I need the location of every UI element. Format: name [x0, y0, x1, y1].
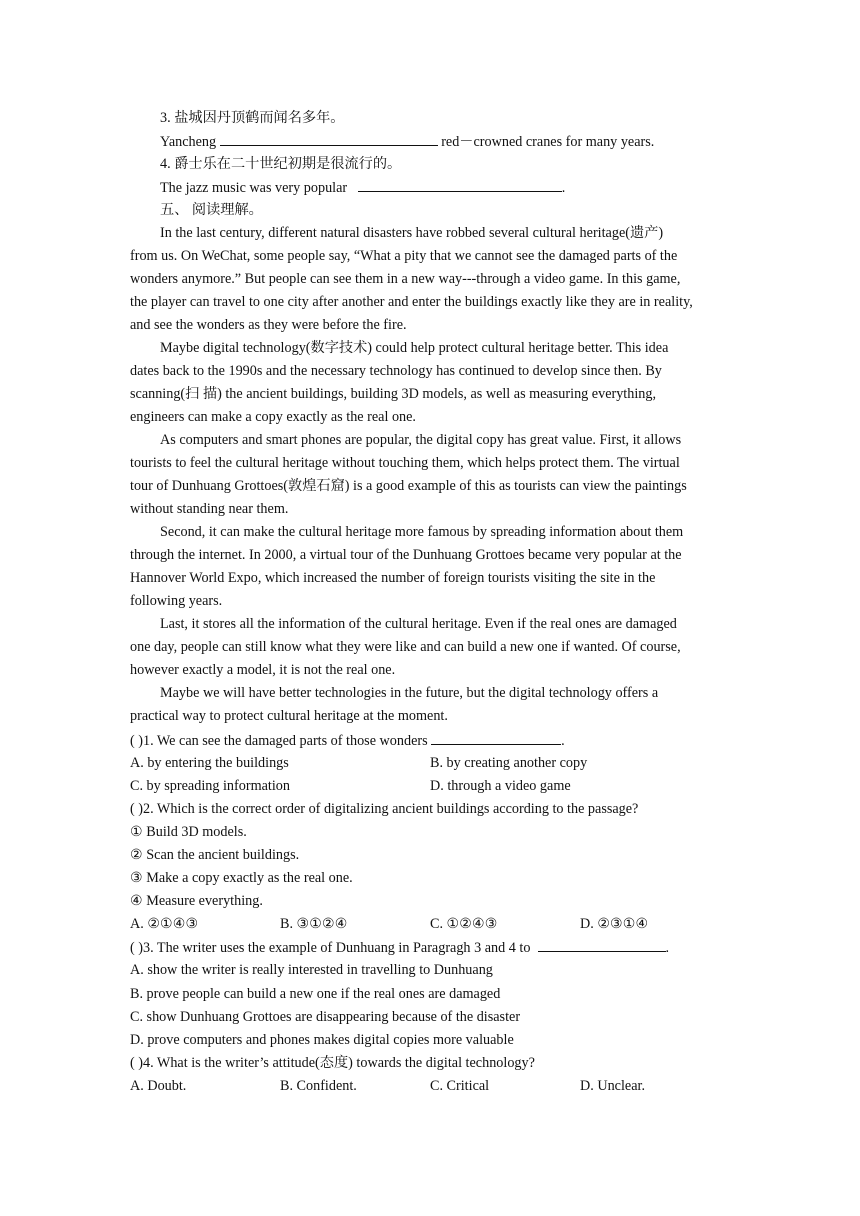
answer-blank[interactable] [358, 177, 562, 192]
question-text: ( )3. The writer uses the example of Dunhuang in Paragragh 3 and 4 to [130, 940, 534, 956]
passage-line: without standing near them. [130, 501, 289, 517]
question-2-stem: ( )2. Which is the correct order of digitalizing ancient buildings according to the passage? [130, 801, 639, 817]
translation-item-3-chinese: 3. 盐城因丹顶鹤而闻名多年。 [160, 110, 345, 126]
sentence-start: Yancheng [160, 134, 220, 150]
question-4-option-a[interactable]: A. Doubt. [130, 1078, 187, 1094]
question-1-option-c[interactable]: C. by spreading information [130, 778, 290, 794]
translation-item-4-english [160, 177, 565, 198]
question-2-option-c[interactable]: C. ①②④③ [430, 916, 498, 932]
passage-line: from us. On WeChat, some people say, “What a pity that we cannot see the damaged parts of the [130, 248, 678, 264]
passage-line: Maybe digital technology(数字技术) could help protect cultural heritage better. This idea [160, 340, 669, 356]
answer-blank[interactable] [538, 937, 666, 952]
passage-line: In the last century, different natural disasters have robbed several cultural heritage(遗产) [160, 225, 664, 241]
question-4-option-b[interactable]: B. Confident. [280, 1078, 357, 1094]
question-2-step: ② Scan the ancient buildings. [130, 847, 300, 863]
question-3-stem [130, 937, 669, 958]
question-2-step: ④ Measure everything. [130, 893, 263, 909]
question-2-option-a[interactable]: A. ②①④③ [130, 916, 199, 932]
passage-line: however exactly a model, it is not the real one. [130, 662, 396, 678]
question-3-option-a[interactable]: A. show the writer is really interested in travelling to Dunhuang [130, 962, 493, 978]
passage-line: one day, people can still know what they were like and can build a new one if wanted. Of course, [130, 639, 681, 655]
passage-line: Hannover World Expo, which increased the number of foreign tourists visiting the site in the [130, 570, 656, 586]
passage-line: practical way to protect cultural heritage at the moment. [130, 708, 448, 724]
passage-line: scanning(扫 描) the ancient buildings, building 3D models, as well as measuring everything, [130, 386, 657, 402]
passage-line: engineers can make a copy exactly as the real one. [130, 409, 416, 425]
passage-line: following years. [130, 593, 223, 609]
passage-line: dates back to the 1990s and the necessary technology has continued to develop since then. By [130, 363, 662, 379]
passage-line: As computers and smart phones are popular, the digital copy has great value. First, it allows [160, 432, 682, 448]
question-2-option-b[interactable]: B. ③①②④ [280, 916, 348, 932]
passage-line: tourists to feel the cultural heritage without touching them, which helps protect them. The virtual [130, 455, 680, 471]
question-1-stem [130, 730, 565, 751]
passage-line: tour of Dunhuang Grottoes(敦煌石窟) is a good example of this as tourists can view the paintings [130, 478, 687, 494]
question-3-option-c[interactable]: C. show Dunhuang Grottoes are disappearing because of the disaster [130, 1009, 521, 1025]
question-end: . [561, 733, 565, 749]
question-1-option-b[interactable]: B. by creating another copy [430, 755, 588, 771]
sentence-end: red－crowned cranes for many years. [437, 134, 655, 150]
question-4-option-c[interactable]: C. Critical [430, 1078, 490, 1094]
question-2-step: ① Build 3D models. [130, 824, 247, 840]
question-2-step: ③ Make a copy exactly as the real one. [130, 870, 353, 886]
answer-blank[interactable] [220, 131, 438, 146]
passage-line: wonders anymore.” But people can see them in a new way---through a video game. In this game, [130, 271, 681, 287]
question-text: ( )1. We can see the damaged parts of those wonders [130, 733, 432, 749]
passage-line: the player can travel to one city after another and enter the buildings exactly like they are in reality, [130, 294, 693, 310]
sentence-end: . [561, 180, 566, 196]
passage-line: Second, it can make the cultural heritage more famous by spreading information about them [160, 524, 684, 540]
passage-line: and see the wonders as they were before the fire. [130, 317, 407, 333]
question-4-stem: ( )4. What is the writer’s attitude(态度) towards the digital technology? [130, 1055, 535, 1071]
translation-item-3-english [160, 131, 654, 152]
translation-item-4-chinese: 4. 爵士乐在二十世纪初期是很流行的。 [160, 156, 402, 172]
question-1-option-d[interactable]: D. through a video game [430, 778, 571, 794]
question-end: . [665, 940, 670, 956]
passage-line: through the internet. In 2000, a virtual tour of the Dunhuang Grottoes became very popular at the [130, 547, 682, 563]
question-3-option-d[interactable]: D. prove computers and phones makes digital copies more valuable [130, 1032, 514, 1048]
question-1-option-a[interactable]: A. by entering the buildings [130, 755, 289, 771]
question-3-option-b[interactable]: B. prove people can build a new one if the real ones are damaged [130, 986, 501, 1002]
question-2-option-d[interactable]: D. ②③①④ [580, 916, 649, 932]
answer-blank[interactable] [431, 730, 561, 745]
sentence-start: The jazz music was very popular [160, 180, 351, 196]
passage-line: Maybe we will have better technologies in the future, but the digital technology offers a [160, 685, 659, 701]
section-title: 五、 阅读理解。 [160, 202, 263, 218]
question-4-option-d[interactable]: D. Unclear. [580, 1078, 645, 1094]
passage-line: Last, it stores all the information of the cultural heritage. Even if the real ones are damaged [160, 616, 677, 632]
